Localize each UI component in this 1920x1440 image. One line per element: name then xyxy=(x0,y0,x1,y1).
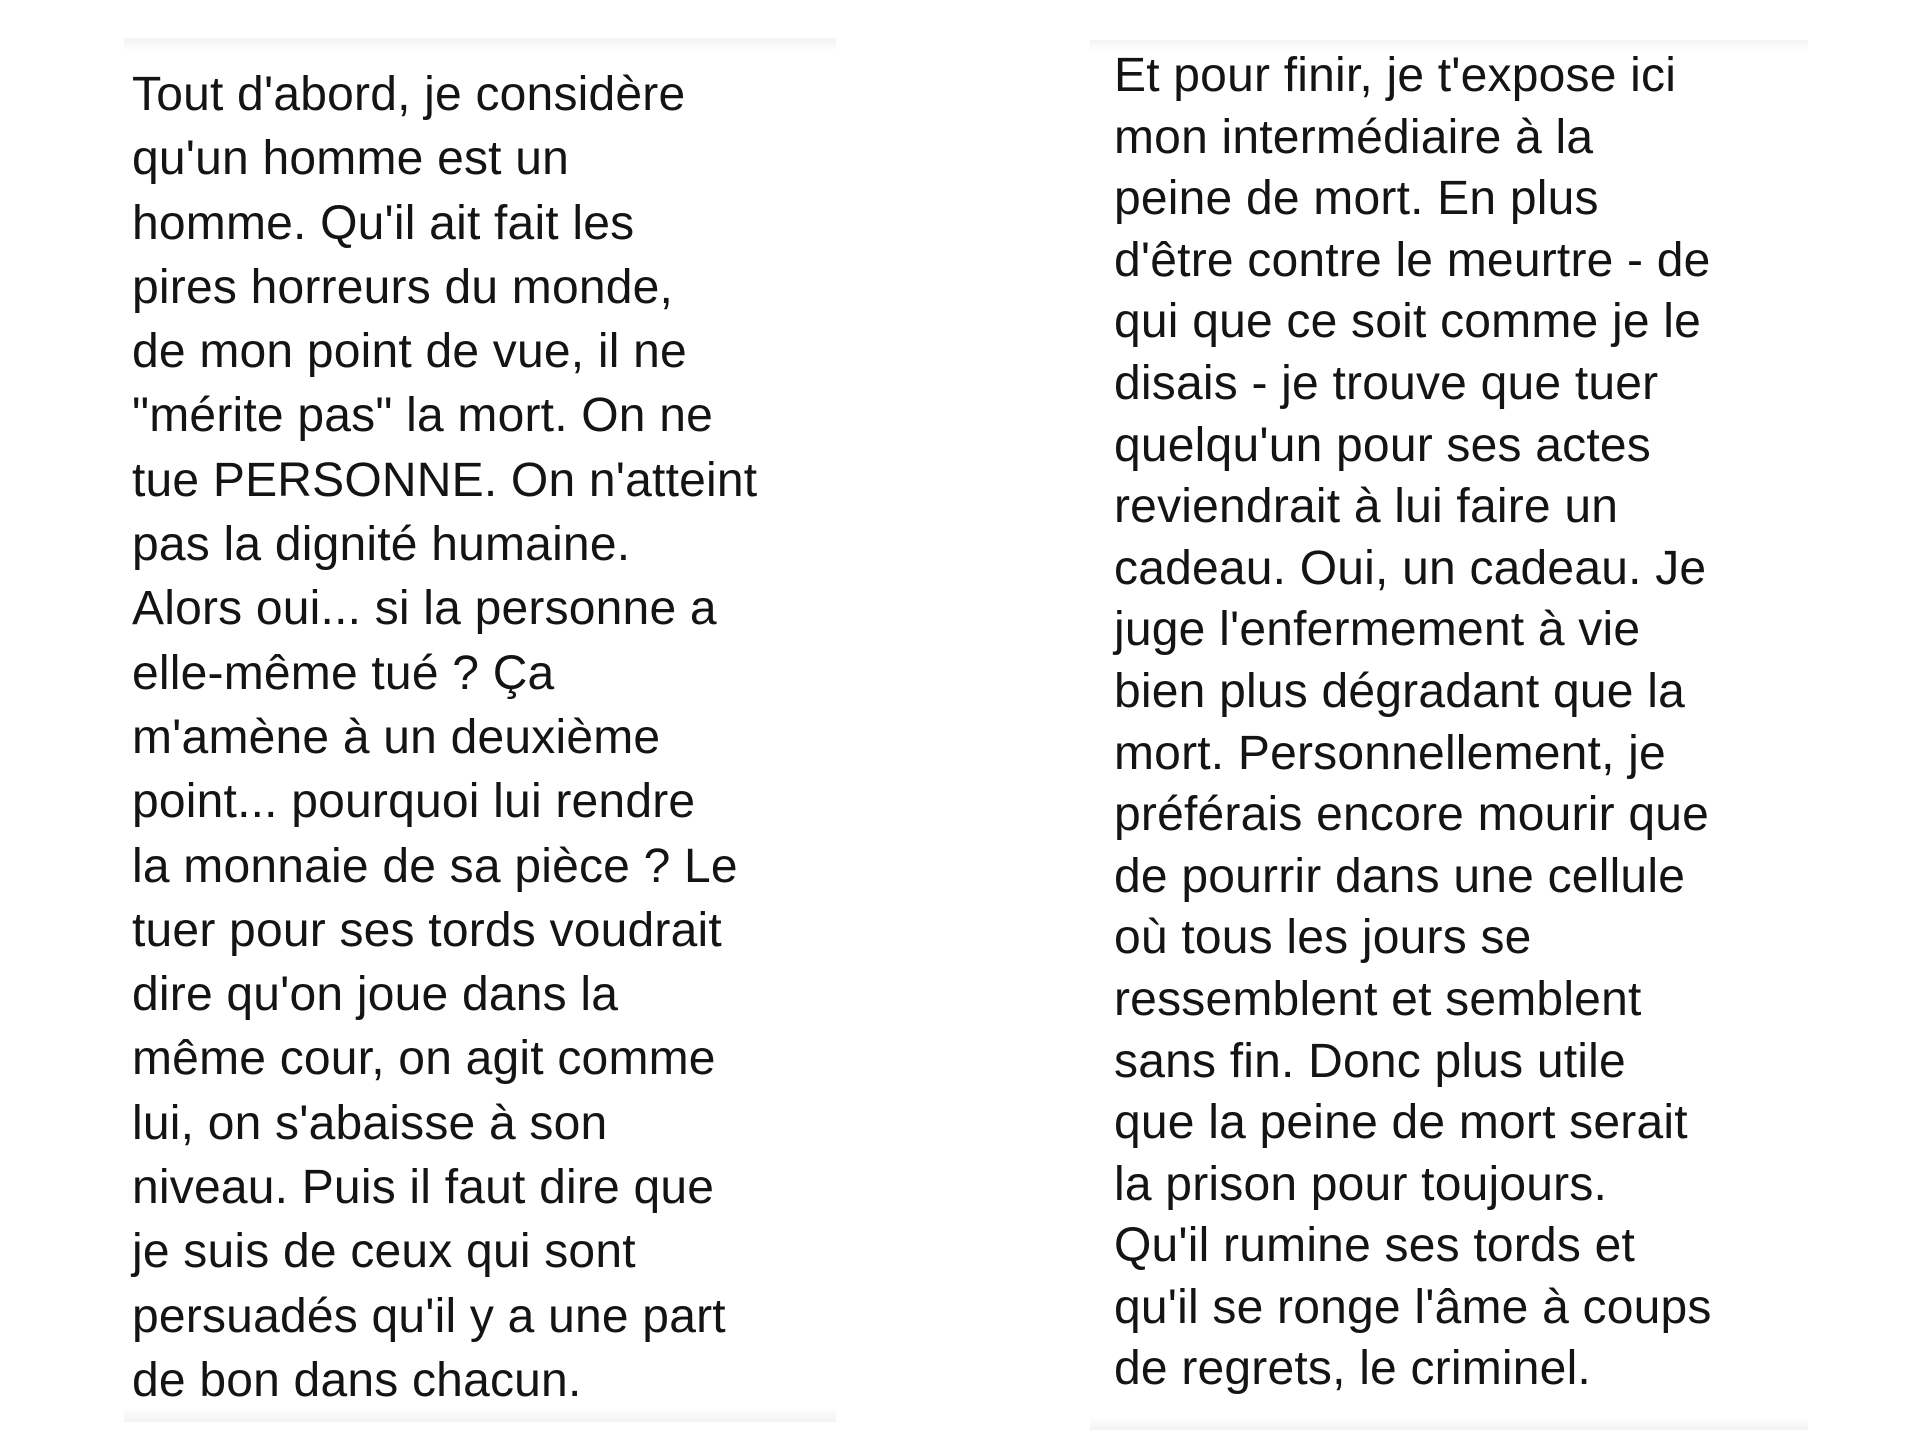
right-text-column xyxy=(1090,40,1808,1430)
text-line: qu'un homme est un xyxy=(132,132,570,186)
text-line: Qu'il rumine ses tords et xyxy=(1114,1219,1636,1273)
text-line: juge l'enfermement à vie xyxy=(1114,603,1641,657)
text-line: qui que ce soit comme je le xyxy=(1114,295,1702,349)
text-line: de regrets, le criminel. xyxy=(1114,1342,1591,1396)
text-line: je suis de ceux qui sont xyxy=(132,1225,636,1279)
text-line: point... pourquoi lui rendre xyxy=(132,775,696,829)
text-line: dire qu'on joue dans la xyxy=(132,968,619,1022)
text-line: préférais encore mourir que xyxy=(1114,788,1710,842)
text-line: où tous les jours se xyxy=(1114,911,1532,965)
text-line: elle-même tué ? Ça xyxy=(132,646,555,700)
text-line: cadeau. Oui, un cadeau. Je xyxy=(1114,541,1707,595)
text-line: peine de mort. En plus xyxy=(1114,172,1599,226)
right-paragraph xyxy=(1114,45,1712,1400)
text-line: tue PERSONNE. On n'atteint xyxy=(132,453,758,507)
text-line: pas la dignité humaine. xyxy=(132,518,631,572)
text-line: homme. Qu'il ait fait les xyxy=(132,196,635,250)
text-line: tuer pour ses tords voudrait xyxy=(132,903,722,957)
text-line: sans fin. Donc plus utile xyxy=(1114,1034,1626,1088)
text-line: ressemblent et semblent xyxy=(1114,972,1642,1026)
text-line: "mérite pas" la mort. On ne xyxy=(132,389,714,443)
text-line: persuadés qu'il y a une part xyxy=(132,1289,726,1343)
text-line: reviendrait à lui faire un xyxy=(1114,480,1619,534)
text-line: pires horreurs du monde, xyxy=(132,260,674,314)
text-line: mon intermédiaire à la xyxy=(1114,110,1594,164)
text-line: de pourrir dans une cellule xyxy=(1114,849,1686,903)
text-line: bien plus dégradant que la xyxy=(1114,664,1685,718)
text-line: Tout d'abord, je considère xyxy=(132,68,686,121)
text-line: Alors oui... si la personne a xyxy=(132,582,717,636)
text-line: m'amène à un deuxième xyxy=(132,710,661,764)
left-text-column xyxy=(124,38,836,1422)
left-paragraph xyxy=(132,63,757,1413)
text-line: quelqu'un pour ses actes xyxy=(1114,418,1651,472)
text-line: la monnaie de sa pièce ? Le xyxy=(132,839,738,893)
text-line: que la peine de mort serait xyxy=(1114,1096,1688,1150)
text-line: disais - je trouve que tuer xyxy=(1114,356,1659,410)
text-line: mort. Personnellement, je xyxy=(1114,726,1666,780)
text-line: qu'il se ronge l'âme à coups xyxy=(1114,1280,1712,1334)
text-line: d'être contre le meurtre - de xyxy=(1114,233,1711,287)
text-line: de bon dans chacun. xyxy=(132,1353,582,1407)
text-line: même cour, on agit comme xyxy=(132,1032,716,1086)
text-line: lui, on s'abaisse à son xyxy=(132,1096,608,1150)
text-line: la prison pour toujours. xyxy=(1114,1157,1608,1211)
text-line: de mon point de vue, il ne xyxy=(132,325,687,379)
text-line: niveau. Puis il faut dire que xyxy=(132,1161,715,1215)
text-line: Et pour finir, je t'expose ici xyxy=(1114,49,1677,102)
